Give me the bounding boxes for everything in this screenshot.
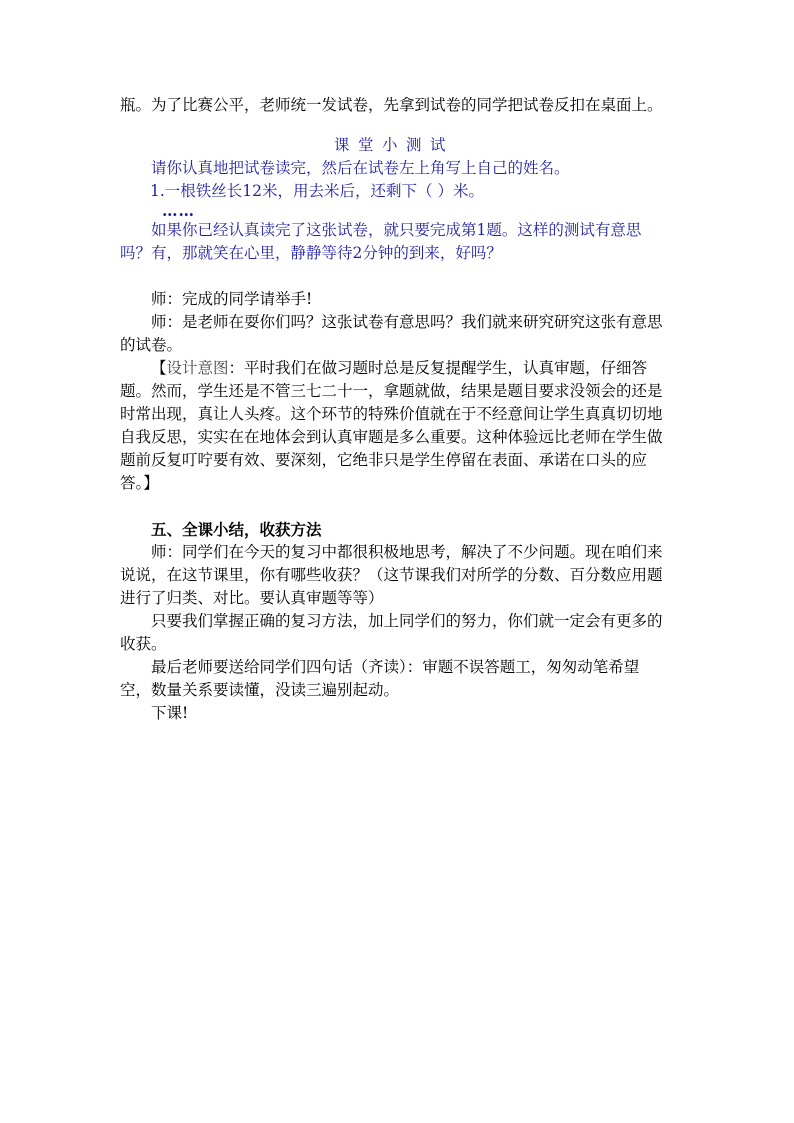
design-note-bracket: 【 [151, 359, 167, 377]
dialogue-line-2: 师：是老师在耍你们吗？这张试卷有意思吗？我们就来研究研究这张有意思的试卷。 [120, 313, 663, 354]
summary-paragraph-2: 只要我们掌握正确的复习方法，加上同学们的努力，你们就一定会有更多的收获。 [120, 612, 663, 653]
spacer [120, 265, 668, 288]
quiz-item-1: 1.一根铁丝长12米，用去米后，还剩下（ ）米。 [150, 182, 484, 200]
quiz-ellipsis: …… [162, 201, 195, 220]
design-note-label: 设计意图 [166, 359, 229, 377]
section-heading: 五、全课小结，收获方法 [151, 520, 322, 539]
document-page [120, 94, 668, 725]
design-note-text: ：平时我们在做习题时总是反复提醒学生，认真审题，仔细答题。然而，学生还是不管三七二十一，拿题就做，结果是题目要求没领会的还是时常出现，真让人头疼。这个环节的特殊价值就在于不经意间让学生真真切切地自我反思，实实在在地体会到认真审题是多么重要。这种体验远比老师在学生做题前反复叮咛要有效、要深刻，它绝非只是学生停留在表面、承诺在口头的应答。】 [120, 359, 663, 492]
summary-paragraph-3: 最后老师要送给同学们四句话（齐读）：审题不误答题工，匆匆动笔希望空，数量关系要读懂，没读三遍别起动。 [120, 658, 640, 699]
quiz-closing: 如果你已经认真读完了这张试卷，就只要完成第1题。这样的测试有意思吗？有，那就笑在心里，静静等待2分钟的到来，好吗？ [120, 221, 642, 262]
quiz-instruction: 请你认真地把试卷读完，然后在试卷左上角写上自己的姓名。 [151, 159, 570, 177]
summary-closing: 下课! [151, 704, 189, 722]
design-note [120, 357, 668, 495]
spacer [120, 495, 668, 518]
intro-paragraph: 瓶。为了比赛公平，老师统一发试卷，先拿到试卷的同学把试卷反扣在桌面上。 [120, 96, 663, 114]
quiz-title: 课堂小测试 [333, 136, 455, 154]
summary-paragraph-1: 师：同学们在今天的复习中都很积极地思考，解决了不少问题。现在咱们来说说，在这节课里，你有哪些收获？（这节课我们对所学的分数、百分数应用题进行了归类、对比。要认真审题等等） [120, 543, 663, 607]
dialogue-line-1: 师：完成的同学请举手! [151, 290, 313, 308]
